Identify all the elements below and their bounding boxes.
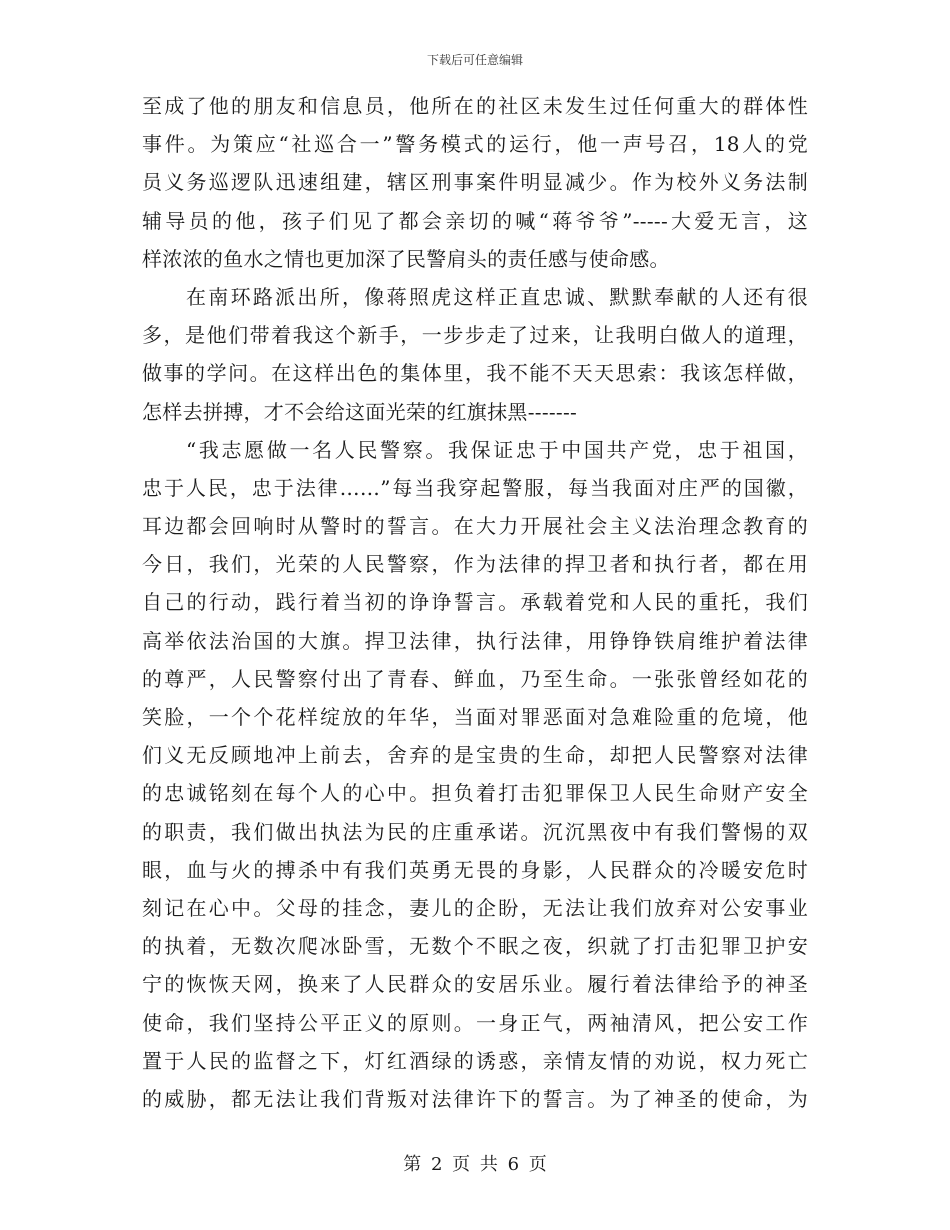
text-line: 刻记在心中。父母的挂念，妻儿的企盼，无法让我们放弃对公安事业 — [142, 895, 808, 920]
text-line: 事件。为策应“社巡合一”警务模式的运行，他一声号召，18人的党 — [142, 132, 808, 157]
text-line: “我志愿做一名人民警察。我保证忠于中国共产党，忠于祖国， — [186, 437, 808, 462]
text-line: 忠于人民，忠于法律……”每当我穿起警服，每当我面对庄严的国徽， — [142, 475, 808, 500]
page-number: 第 2 页 共 6 页 — [403, 1154, 547, 1175]
document-body — [142, 92, 808, 1123]
text-line: 的威胁，都无法让我们背叛对法律许下的誓言。为了神圣的使命，为 — [142, 1086, 808, 1111]
text-line: 今日，我们，光荣的人民警察，作为法律的捍卫者和执行者，都在用 — [142, 552, 808, 577]
text-line: 的尊严，人民警察付出了青春、鲜血，乃至生命。一张张曾经如花的 — [142, 666, 808, 691]
text-line: 自己的行动，践行着当初的诤诤誓言。承载着党和人民的重托，我们 — [142, 590, 808, 615]
text-line: 高举依法治国的大旗。捍卫法律，执行法律，用铮铮铁肩维护着法律 — [142, 628, 808, 653]
text-line: 的忠诚铭刻在每个人的心中。担负着打击犯罪保卫人民生命财产安全 — [142, 781, 808, 806]
text-line: 眼，血与火的搏杀中有我们英勇无畏的身影，人民群众的冷暖安危时 — [142, 857, 808, 882]
page-header-note: 下载后可任意编辑 — [426, 53, 523, 67]
text-line: 至成了他的朋友和信息员，他所在的社区未发生过任何重大的群体性 — [142, 94, 808, 118]
text-line: 宁的恢恢天网，换来了人民群众的安居乐业。履行着法律给予的神圣 — [142, 972, 808, 997]
text-line: 在南环路派出所，像蒋照虎这样正直忠诚、默默奉献的人还有很 — [186, 284, 808, 309]
text-line: 样浓浓的鱼水之情也更加深了民警肩头的责任感与使命感。 — [142, 246, 670, 271]
text-line: 笑脸，一个个花样绽放的年华，当面对罪恶面对急难险重的危境，他 — [142, 705, 808, 729]
text-line: 的职责，我们做出执法为民的庄重承诺。沉沉黑夜中有我们警惕的双 — [142, 819, 808, 844]
text-line: 多，是他们带着我这个新手，一步步走了过来，让我明白做人的道理， — [142, 323, 808, 348]
text-line: 耳边都会回响时从警时的誓言。在大力开展社会主义法治理念教育的 — [142, 514, 808, 539]
text-line: 的执着，无数次爬冰卧雪，无数个不眠之夜，织就了打击犯罪卫护安 — [142, 934, 808, 959]
text-line: 们义无反顾地冲上前去，舍弃的是宝贵的生命，却把人民警察对法律 — [142, 743, 808, 768]
text-line: 辅导员的他，孩子们见了都会亲切的喊“蒋爷爷”-----大爱无言，这 — [142, 208, 808, 233]
text-line: 做事的学问。在这样出色的集体里，我不能不天天思索：我该怎样做， — [142, 361, 808, 386]
text-line: 使命，我们坚持公平正义的原则。一身正气，两袖清风，把公安工作 — [142, 1010, 808, 1035]
text-line: 置于人民的监督之下，灯红酒绿的诱惑，亲情友情的劝说，权力死亡 — [142, 1048, 808, 1073]
text-line: 员义务巡逻队迅速组建，辖区刑事案件明显减少。作为校外义务法制 — [142, 170, 808, 195]
text-line: 怎样去拼搏，才不会给这面光荣的红旗抹黑------- — [142, 399, 578, 424]
